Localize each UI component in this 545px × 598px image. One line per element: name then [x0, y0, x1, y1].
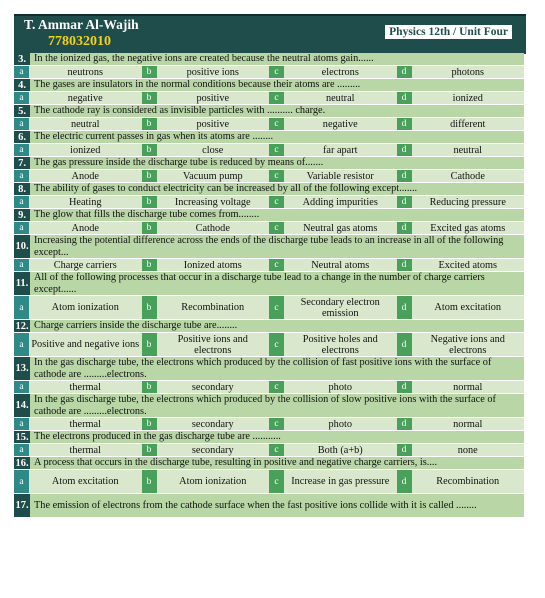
options-row	[14, 170, 524, 182]
option-text: Charge carriers	[53, 259, 117, 271]
option-text: neutral	[70, 118, 100, 130]
option-text: different	[450, 118, 486, 130]
option-text: Excited atoms	[438, 259, 498, 271]
option-letter: a	[14, 196, 29, 208]
option-letter: c	[269, 470, 284, 493]
option-letter: d	[397, 196, 412, 208]
option-text: normal	[453, 418, 483, 430]
option-d[interactable]	[397, 92, 525, 104]
option-letter: c	[269, 418, 284, 430]
option-d[interactable]	[397, 470, 525, 493]
option-letter: a	[14, 144, 29, 156]
option-text: secondary	[191, 381, 234, 393]
options-row	[14, 444, 524, 456]
option-text: Atom excitation	[434, 302, 502, 313]
option-text: far apart	[322, 144, 358, 156]
option-text: secondary	[191, 444, 234, 456]
options-row	[14, 66, 524, 78]
option-b[interactable]	[142, 170, 270, 182]
option-letter: c	[269, 92, 284, 104]
option-letter: b	[142, 92, 157, 104]
question-row	[14, 131, 524, 143]
header-banner	[14, 14, 526, 54]
question-number: 14.	[14, 394, 30, 417]
question-text: The gas pressure inside the discharge tube is reduced by means of.......	[30, 157, 524, 169]
option-text: thermal	[69, 418, 101, 430]
options-row	[14, 333, 524, 356]
options-row	[14, 144, 524, 156]
option-c[interactable]	[269, 118, 397, 130]
option-letter: b	[142, 196, 157, 208]
option-text: Increasing voltage	[174, 196, 251, 208]
option-letter: a	[14, 259, 29, 271]
option-letter: a	[14, 333, 29, 356]
option-text: electrons	[321, 66, 359, 78]
option-c[interactable]	[269, 296, 397, 319]
options-row	[14, 222, 524, 234]
option-b[interactable]	[142, 333, 270, 356]
option-text: Positive and negative ions	[31, 339, 140, 350]
question-number: 7.	[14, 157, 30, 169]
option-letter: a	[14, 470, 29, 493]
question-text: Charge carriers inside the discharge tube are........	[30, 320, 524, 332]
option-b[interactable]	[142, 296, 270, 319]
option-d[interactable]	[397, 333, 525, 356]
question-text: The gases are insulators in the normal conditions because their atoms are .........	[30, 79, 524, 91]
option-letter: b	[142, 144, 157, 156]
option-letter: c	[269, 66, 284, 78]
option-text: Adding impurities	[302, 196, 378, 208]
option-letter: b	[142, 259, 157, 271]
option-letter: b	[142, 222, 157, 234]
option-text: Secondary electron emission	[300, 296, 380, 319]
option-text: Cathode	[450, 170, 485, 182]
option-c[interactable]	[269, 333, 397, 356]
option-text: Recombination	[181, 302, 245, 313]
option-letter: b	[142, 381, 157, 393]
option-c[interactable]	[269, 470, 397, 493]
option-letter: d	[397, 92, 412, 104]
option-letter: a	[14, 222, 29, 234]
option-text: close	[202, 144, 224, 156]
course-badge: Physics 12th / Unit Four	[385, 25, 512, 39]
option-a[interactable]	[14, 418, 142, 430]
option-text: normal	[453, 381, 483, 393]
question-row	[14, 457, 524, 469]
option-a[interactable]	[14, 259, 142, 271]
option-text: Excited gas atoms	[430, 222, 506, 234]
option-text: photons	[451, 66, 485, 78]
option-text: negative	[322, 118, 358, 130]
question-row	[14, 209, 524, 221]
option-text: negative	[67, 92, 103, 104]
option-letter: b	[142, 170, 157, 182]
option-d[interactable]	[397, 222, 525, 234]
option-c[interactable]	[269, 444, 397, 456]
option-letter: c	[269, 222, 284, 234]
question-row	[14, 357, 524, 380]
options-row	[14, 118, 524, 130]
option-letter: d	[397, 296, 412, 319]
option-text: Atom excitation	[51, 476, 119, 487]
option-text: Cathode	[195, 222, 230, 234]
question-list	[14, 53, 524, 517]
option-text: Recombination	[436, 476, 500, 487]
option-letter: b	[142, 118, 157, 130]
option-text: Increase in gas pressure	[291, 476, 390, 487]
option-letter: c	[269, 118, 284, 130]
option-text: photo	[328, 381, 352, 393]
option-letter: d	[397, 170, 412, 182]
question-text: The glow that fills the discharge tube comes from........	[30, 209, 524, 221]
option-text: Neutral gas atoms	[303, 222, 378, 234]
option-d[interactable]	[397, 66, 525, 78]
option-b[interactable]	[142, 144, 270, 156]
question-row	[14, 235, 524, 258]
question-text: A process that occurs in the discharge tube, resulting in positive and negative charge carriers, is....	[30, 457, 524, 469]
option-text: positive	[196, 92, 230, 104]
question-number: 12.	[15, 320, 29, 332]
question-number: 17.	[14, 494, 30, 517]
option-letter: c	[269, 333, 284, 356]
option-letter: b	[142, 333, 157, 356]
option-d[interactable]	[397, 196, 525, 208]
question-number: 10.	[14, 235, 30, 258]
option-a[interactable]	[14, 92, 142, 104]
question-number: 9.	[14, 209, 30, 221]
question-text: The electrons produced in the gas discharge tube are ...........	[30, 431, 524, 443]
options-row	[14, 296, 524, 319]
option-d[interactable]	[397, 170, 525, 182]
option-letter: c	[269, 381, 284, 393]
question-row	[14, 53, 524, 65]
option-a[interactable]	[14, 196, 142, 208]
phone-number: 778032010	[48, 34, 111, 49]
option-letter: d	[397, 118, 412, 130]
option-d[interactable]	[397, 118, 525, 130]
question-row	[14, 157, 524, 169]
option-text: positive	[196, 118, 230, 130]
option-b[interactable]	[142, 470, 270, 493]
option-letter: a	[14, 66, 29, 78]
option-letter: c	[269, 170, 284, 182]
option-text: Positive holes and electrons	[302, 333, 378, 356]
option-text: Anode	[71, 222, 99, 234]
options-row	[14, 418, 524, 430]
option-letter: d	[397, 333, 412, 356]
option-letter: d	[397, 444, 412, 456]
option-c[interactable]	[269, 144, 397, 156]
option-letter: c	[269, 196, 284, 208]
option-c[interactable]	[269, 381, 397, 393]
option-b[interactable]	[142, 444, 270, 456]
option-text: Vacuum pump	[182, 170, 243, 182]
question-number: 13.	[14, 357, 30, 380]
option-text: Negative ions and electrons	[430, 333, 505, 356]
option-text: positive ions	[186, 66, 239, 78]
question-row	[14, 105, 524, 117]
option-letter: b	[142, 470, 157, 493]
option-text: Both (a+b)	[317, 444, 363, 456]
option-d[interactable]	[397, 144, 525, 156]
option-a[interactable]	[14, 333, 142, 356]
option-a[interactable]	[14, 296, 142, 319]
option-d[interactable]	[397, 296, 525, 319]
options-row	[14, 196, 524, 208]
option-letter: d	[397, 144, 412, 156]
option-letter: c	[269, 259, 284, 271]
question-text: In the ionized gas, the negative ions are created because the neutral atoms gain......	[30, 53, 524, 65]
question-row	[14, 494, 524, 517]
option-a[interactable]	[14, 470, 142, 493]
author-name: T. Ammar Al-Wajih	[24, 17, 139, 32]
option-text: Atom ionization	[51, 302, 119, 313]
option-text: ionized	[70, 144, 101, 156]
option-d[interactable]	[397, 444, 525, 456]
option-a[interactable]	[14, 170, 142, 182]
option-text: Neutral atoms	[311, 259, 370, 271]
option-a[interactable]	[14, 222, 142, 234]
question-number: 8.	[14, 183, 30, 195]
option-text: thermal	[69, 381, 101, 393]
question-number: 6.	[14, 131, 30, 143]
question-number: 3.	[14, 53, 30, 65]
options-row	[14, 92, 524, 104]
question-text: The emission of electrons from the cathode surface when the fast positive ions collide with it is called ........	[30, 494, 524, 517]
option-b[interactable]	[142, 222, 270, 234]
option-text: neutrons	[67, 66, 103, 78]
option-letter: a	[14, 296, 29, 319]
question-number: 16.	[15, 457, 29, 469]
option-letter: d	[397, 259, 412, 271]
option-c[interactable]	[269, 92, 397, 104]
option-a[interactable]	[14, 444, 142, 456]
options-row	[14, 470, 524, 493]
option-text: Atom ionization	[179, 476, 247, 487]
question-text: The electric current passes in gas when its atoms are ........	[30, 131, 524, 143]
option-d[interactable]	[397, 381, 525, 393]
option-letter: d	[397, 381, 412, 393]
option-c[interactable]	[269, 222, 397, 234]
option-c[interactable]	[269, 259, 397, 271]
option-letter: c	[269, 296, 284, 319]
option-text: thermal	[69, 444, 101, 456]
option-letter: a	[14, 92, 29, 104]
option-letter: a	[14, 170, 29, 182]
option-a[interactable]	[14, 144, 142, 156]
question-row	[14, 79, 524, 91]
option-text: neutral	[325, 92, 355, 104]
question-text: The ability of gases to conduct electricity can be increased by all of the following except.......	[30, 183, 524, 195]
option-d[interactable]	[397, 259, 525, 271]
question-text: Increasing the potential difference across the ends of the discharge tube leads to an increase in all of the following except...	[30, 235, 524, 258]
question-number: 4.	[14, 79, 30, 91]
option-text: Ionized atoms	[183, 259, 242, 271]
option-letter: a	[14, 118, 29, 130]
option-letter: a	[14, 418, 29, 430]
option-text: Variable resistor	[306, 170, 374, 182]
option-b[interactable]	[142, 92, 270, 104]
question-number: 11.	[14, 272, 30, 295]
option-text: none	[457, 444, 478, 456]
option-letter: d	[397, 222, 412, 234]
option-c[interactable]	[269, 418, 397, 430]
option-a[interactable]	[14, 381, 142, 393]
option-letter: d	[397, 470, 412, 493]
question-text: In the gas discharge tube, the electrons which produced by the collision of fast positive ions with the surface of cathode are .........electrons.	[30, 357, 524, 380]
question-text: All of the following processes that occur in a discharge tube lead to a change in the number of charge carriers except......	[30, 272, 524, 295]
option-c[interactable]	[269, 66, 397, 78]
question-text: The cathode ray is considered as invisible particles with .......... charge.	[30, 105, 524, 117]
option-text: Positive ions and electrons	[177, 333, 248, 356]
options-row	[14, 381, 524, 393]
option-text: neutral	[453, 144, 483, 156]
option-text: Heating	[68, 196, 102, 208]
option-a[interactable]	[14, 118, 142, 130]
option-letter: d	[397, 66, 412, 78]
option-text: ionized	[452, 92, 483, 104]
question-row	[14, 272, 524, 295]
option-letter: a	[14, 381, 29, 393]
question-text: In the gas discharge tube, the electrons which produced by the collision of slow positive ions with the surface of cathode are .........electrons.	[30, 394, 524, 417]
option-letter: c	[269, 144, 284, 156]
option-letter: b	[142, 66, 157, 78]
question-row	[14, 431, 524, 443]
question-number: 15.	[15, 431, 29, 443]
option-text: Anode	[71, 170, 99, 182]
question-row	[14, 394, 524, 417]
option-letter: c	[269, 444, 284, 456]
option-letter: b	[142, 444, 157, 456]
question-row	[14, 183, 524, 195]
option-a[interactable]	[14, 66, 142, 78]
option-text: Reducing pressure	[429, 196, 506, 208]
option-c[interactable]	[269, 196, 397, 208]
option-d[interactable]	[397, 418, 525, 430]
option-letter: d	[397, 418, 412, 430]
option-b[interactable]	[142, 196, 270, 208]
option-letter: b	[142, 418, 157, 430]
option-text: secondary	[191, 418, 234, 430]
option-b[interactable]	[142, 118, 270, 130]
option-b[interactable]	[142, 381, 270, 393]
options-row	[14, 259, 524, 271]
option-b[interactable]	[142, 259, 270, 271]
option-letter: a	[14, 444, 29, 456]
option-text: photo	[328, 418, 352, 430]
option-letter: b	[142, 296, 157, 319]
question-number: 5.	[14, 105, 30, 117]
option-c[interactable]	[269, 170, 397, 182]
option-b[interactable]	[142, 66, 270, 78]
option-b[interactable]	[142, 418, 270, 430]
question-row	[14, 320, 524, 332]
